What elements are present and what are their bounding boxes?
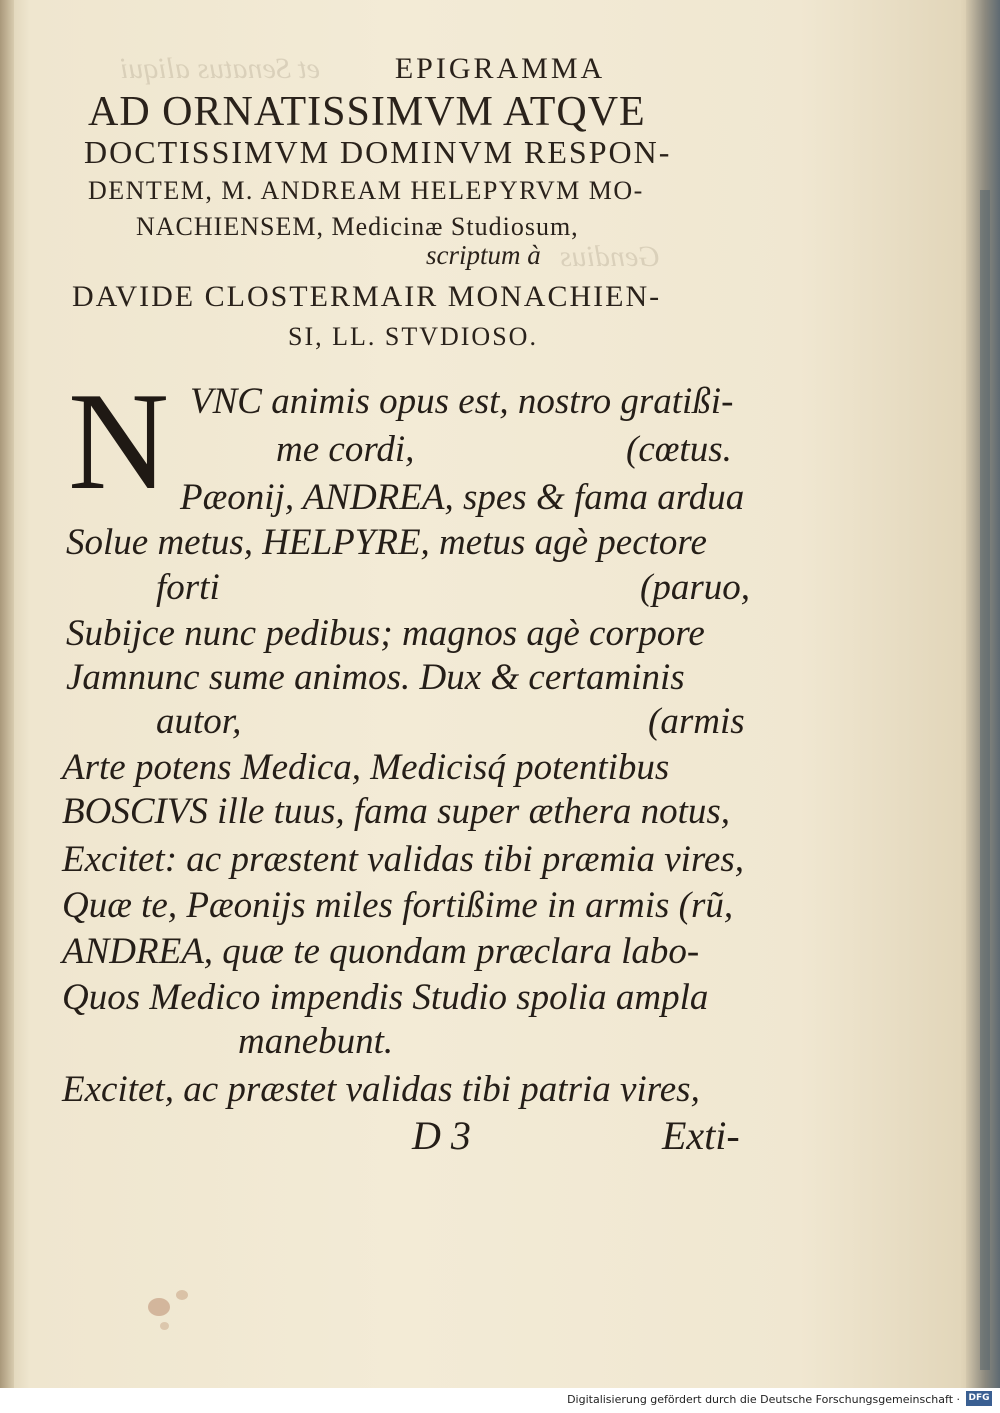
- verse-line: Solue metus, HELPYRE, metus agè pectore: [66, 522, 707, 563]
- title-line-4: NACHIENSEM, Medicinæ Studiosum,: [136, 212, 579, 241]
- verse-line: BOSCIVS ille tuus, fama super æthera notus,: [62, 791, 731, 832]
- verse-line: VNC animis opus est, nostro gratißi-: [190, 381, 734, 422]
- verse-line: Arte potens Medica, Medicisq́ potentibus: [62, 747, 670, 788]
- signature-mark: D 3: [412, 1113, 471, 1158]
- verse-line: ANDREA, quæ te quondam præclara labo-: [62, 931, 700, 972]
- title-line-2: DOCTISSIMVM DOMINVM RESPON-: [84, 134, 672, 170]
- foxing-stain: [160, 1322, 169, 1330]
- binding-gutter: [0, 0, 14, 1388]
- page-edge-strip: [980, 190, 990, 1370]
- verse-line: Pæonij, ANDREA, spes & fama ardua: [180, 477, 745, 518]
- verse-line: Quæ te, Pæonijs miles fortißime in armis (rũ,: [62, 885, 734, 926]
- verse-line: Excitet, ac præstet validas tibi patria vires,: [62, 1069, 700, 1110]
- title-line-1: AD ORNATISSIMVM ATQVE: [88, 89, 646, 135]
- verse-line: manebunt.: [238, 1021, 394, 1062]
- verse-line: Subijce nunc pedibus; magnos agè corpore: [66, 613, 705, 654]
- show-through-text: Gendius: [560, 240, 660, 273]
- author-line-1: DAVIDE CLOSTERMAIR MONACHIEN-: [72, 280, 662, 313]
- foxing-stain: [148, 1298, 170, 1316]
- verse-line: (paruo,: [640, 567, 750, 608]
- verse-line: autor,: [156, 701, 242, 742]
- dfg-logo: DFG: [966, 1391, 992, 1406]
- show-through-text: et Senatus aliqui: [120, 52, 320, 85]
- drop-cap: N: [68, 364, 170, 519]
- title-line-5: scriptum à: [426, 240, 541, 270]
- verse-line: (cœtus.: [626, 429, 732, 470]
- verse-line: forti: [156, 567, 220, 608]
- catchword: Exti-: [662, 1113, 740, 1158]
- verse-line: me cordi,: [276, 429, 415, 470]
- verse-line: Jamnunc sume animos. Dux & certaminis: [66, 657, 685, 698]
- footer-credit: Digitalisierung gefördert durch die Deutsche Forschungsgemeinschaft ·: [567, 1393, 960, 1406]
- author-line-2: SI, LL. STVDIOSO.: [288, 322, 538, 351]
- foxing-stain: [176, 1290, 188, 1300]
- verse-line: Excitet: ac præstent validas tibi præmia vires,: [62, 839, 745, 880]
- verse-line: (armis: [648, 701, 745, 742]
- epigram-heading: EPIGRAMMA: [394, 52, 606, 85]
- title-line-3: DENTEM, M. ANDREAM HELEPYRVM MO-: [88, 176, 644, 205]
- verse-line: Quos Medico impendis Studio spolia ampla: [62, 977, 709, 1018]
